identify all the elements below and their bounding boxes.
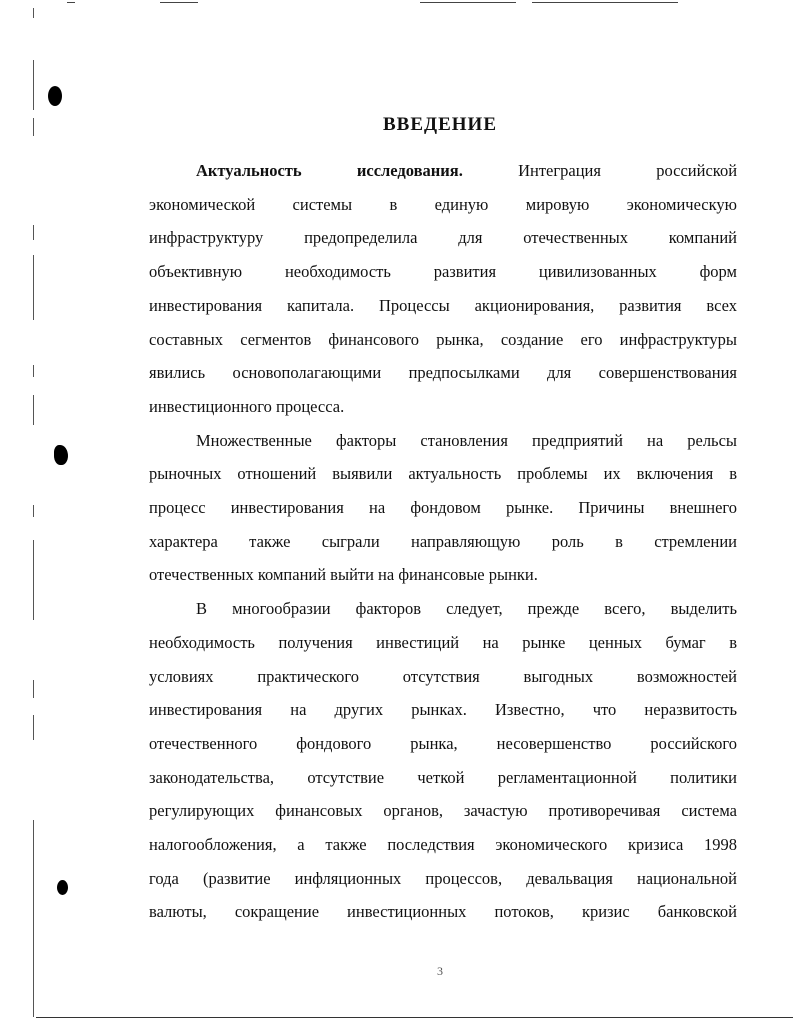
text-line: инфраструктуру предопределила для отечественных компаний: [149, 228, 737, 248]
paragraph-3: [149, 592, 737, 929]
text-line: отечественного фондового рынка, несовершенство российского: [149, 733, 737, 753]
text-line: рыночных отношений выявили актуальность проблемы их включения в: [149, 464, 737, 484]
scan-margin-mark: [33, 255, 34, 320]
text-line: экономической системы в единую мировую экономическую: [149, 194, 737, 214]
text-line: В многообразии факторов следует, прежде всего, выделить: [196, 599, 737, 619]
scan-bottom-edge: [36, 1017, 793, 1018]
scan-margin-mark: [33, 365, 34, 377]
scan-margin-mark: [33, 225, 34, 240]
text-line: необходимость получения инвестиций на рынке ценных бумаг в: [149, 632, 737, 652]
page-title: ВВЕДЕНИЕ: [383, 114, 497, 135]
text-line: года (развитие инфляционных процессов, девальвация национальной: [149, 868, 737, 888]
scan-margin-mark: [33, 540, 34, 620]
scan-margin-mark: [33, 60, 34, 110]
paragraph-2: [149, 424, 737, 593]
scan-margin-mark: [33, 715, 34, 740]
text-line: процесс инвестирования на фондовом рынке. Причины внешнего: [149, 498, 737, 518]
scan-margin-mark: [33, 8, 34, 18]
scan-artifact: [160, 2, 198, 3]
scan-margin-mark: [33, 395, 34, 425]
scan-artifact: [420, 2, 516, 3]
text-line: характера также сыграли направляющую роль в стремлении: [149, 531, 737, 551]
text-line: составных сегментов финансового рынка, создание его инфраструктуры: [149, 329, 737, 349]
scan-artifact: [67, 2, 75, 3]
punch-hole-mark: [54, 445, 68, 465]
scan-margin-mark: [33, 680, 34, 698]
text-line: Актуальность исследования. Интеграция российской: [196, 161, 738, 180]
text-line: валюты, сокращение инвестиционных потоков, кризис банковской: [149, 902, 737, 922]
text-line: инвестирования капитала. Процессы акционирования, развития всех: [149, 295, 737, 315]
lead-bold-text: Актуальность исследования.: [196, 161, 463, 180]
scan-artifact: [532, 2, 678, 3]
punch-hole-mark: [48, 86, 62, 106]
text-line: налогообложения, а также последствия экономического кризиса 1998: [149, 835, 737, 855]
punch-hole-mark: [57, 880, 68, 895]
body-text: [149, 154, 737, 929]
page-number: 3: [437, 964, 443, 978]
text-line: отечественных компаний выйти на финансовые рынки.: [149, 565, 538, 585]
text-line: инвестиционного процесса.: [149, 396, 345, 416]
text-line: инвестирования на других рынках. Известно, что неразвитость: [149, 700, 737, 720]
text-line: Множественные факторы становления предприятий на рельсы: [196, 430, 737, 450]
text-line: законодательства, отсутствие четкой регламентационной политики: [149, 767, 737, 787]
text-line: условиях практического отсутствия выгодных возможностей: [149, 666, 737, 686]
text-line: регулирующих финансовых органов, зачастую противоречивая система: [149, 801, 737, 821]
scan-margin-mark: [33, 820, 34, 1017]
paragraph-1: [149, 154, 737, 424]
text-line: объективную необходимость развития цивилизованных форм: [149, 262, 737, 282]
text-line: явились основополагающими предпосылками для совершенствования: [149, 363, 737, 383]
scan-margin-mark: [33, 505, 34, 517]
